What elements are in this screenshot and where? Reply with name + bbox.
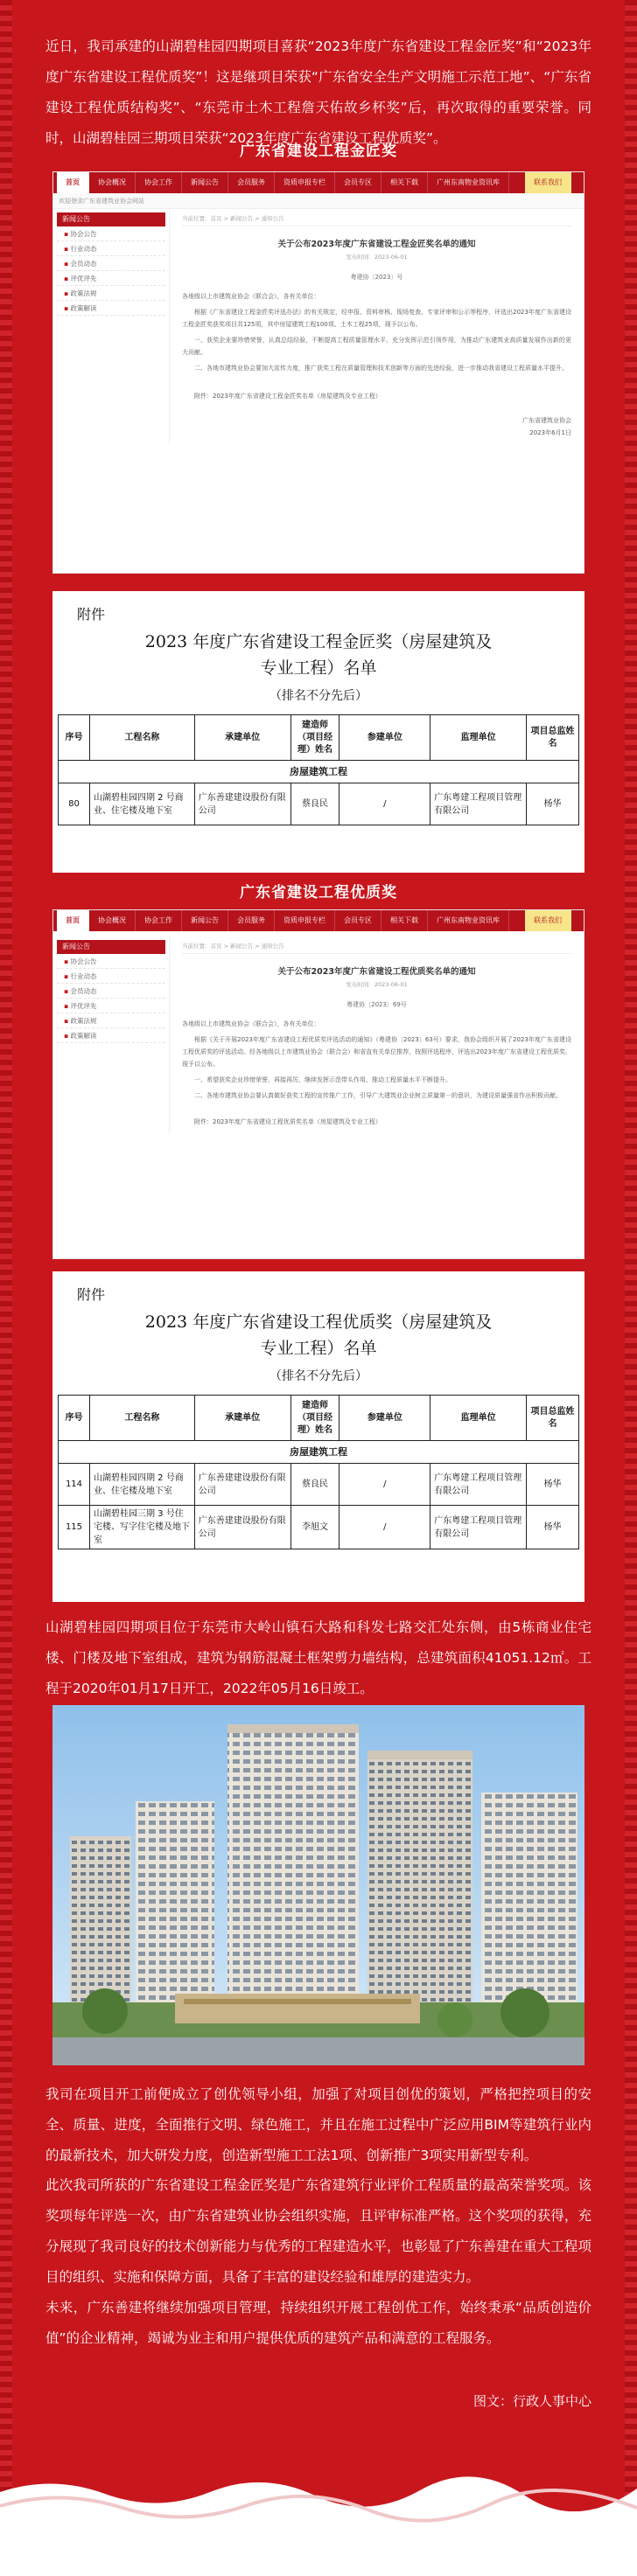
awards-table xyxy=(58,714,579,825)
table-cell: 蔡良民 xyxy=(290,783,340,825)
annex-youzhi xyxy=(52,1271,584,1602)
project-building-photo xyxy=(52,1705,584,2065)
table-cell: / xyxy=(340,783,430,825)
body-paragraph: 此次我司所获的广东省建设工程金匠奖是广东省建筑行业评价工程质量的最高荣誉奖项。该奖项每年评选一次，由广东省建筑业协会组织实施，且评审标准严格。这个奖项的获得，充分展现了我司良好的技术创新能力与优秀的工程建造水平，也彰显了广东善建在重大工程项目的组织、实施和保障方面，具备了丰富的建设经验和雄厚的建造实力。 xyxy=(46,2177,592,2285)
credit-line: 图文：行政人事中心 xyxy=(472,2393,592,2409)
annex-title-line: 2023 年度广东省建设工程优质奖（房屋建筑及 xyxy=(144,1312,493,1332)
table-cell: / xyxy=(340,1464,430,1506)
table-cell: 山湖碧桂园三期 3 号住宅楼、写字住宅楼及地下室 xyxy=(89,1506,194,1549)
table-cell: / xyxy=(340,1506,430,1549)
column-header: 序号 xyxy=(59,715,90,761)
sidebar-item[interactable]: ▪ 政策法规 xyxy=(57,1013,165,1028)
table-cell: 广东粤建工程项目管理有限公司 xyxy=(430,783,527,825)
notice-paragraph: 一、希望获奖企业珍惜荣誉，再接再厉，继续发挥示范带头作用，推动工程质量水平不断提升。 xyxy=(194,1076,452,1083)
notice-paragraph: 各地级以上市建筑业协会（联合会），各有关单位： xyxy=(182,293,320,300)
site-nav-item[interactable]: 协会概况 xyxy=(89,172,136,193)
notice-paragraph: 根据《关于开展2023年度广东省建设工程优质奖评选活动的通知》（粤建协〔2023〕63号）要求，我协会组织开展了2023年度广东省建设工程优质奖的评选活动。经各地级以上市建筑业协会（联合会）和省直有关单位推荐，按照评选程序，评选出2023年度广东省建设工程优质奖，现予以公布。 xyxy=(182,1036,571,1068)
site-nav-contact[interactable]: 联系我们 xyxy=(525,910,571,931)
sidebar-item[interactable]: ▪ 政策法规 xyxy=(57,286,165,301)
intro-paragraph: 近日，我司承建的山湖碧桂园四期项目喜获“2023年度广东省建设工程金匠奖”和“2023年度广东省建设工程优质奖”！这是继项目荣获“广东省安全生产文明施工示范工地”、“广东省建设工程优质结构奖”、“东莞市土木工程詹天佑故乡杯奖”后，再次取得的重要荣誉。同时，山湖碧桂园三期项目荣获“2023年度广东省建设工程优质奖”。 xyxy=(46,38,592,146)
sidebar-heading: 新闻公告 xyxy=(57,940,165,954)
notice-sign-date: 2023年6月1日 xyxy=(529,429,571,436)
column-header: 建造师（项目经理）姓名 xyxy=(290,1396,340,1441)
site-nav-item[interactable]: 会员服务 xyxy=(228,910,275,931)
table-cell: 蔡良民 xyxy=(290,1464,340,1506)
annex-title xyxy=(52,629,584,681)
column-header: 项目总监姓名 xyxy=(527,715,579,761)
site-nav-item[interactable]: 会员服务 xyxy=(228,172,275,193)
site-welcome-bar: 欢迎登录广东省建筑业协会网站 xyxy=(53,193,584,209)
annex-label: 附件 xyxy=(77,1286,106,1303)
notice-date: 发布时间：2023-06-01 xyxy=(346,981,408,988)
table-cell: 114 xyxy=(59,1464,90,1506)
notice-sign-org: 广东省建筑业协会 xyxy=(522,417,571,424)
site-nav-item[interactable]: 会员专区 xyxy=(335,910,382,931)
site-nav-item[interactable]: 会员专区 xyxy=(335,172,382,193)
sidebar-item[interactable]: ▪ 政策解读 xyxy=(57,1028,165,1043)
site-nav-item[interactable]: 首页 xyxy=(57,172,89,193)
table-group-label: 房屋建筑工程 xyxy=(59,761,579,783)
table-group-label: 房屋建筑工程 xyxy=(59,1441,579,1464)
sidebar-item[interactable]: ▪ 评优评先 xyxy=(57,271,165,286)
table-cell: 李旭文 xyxy=(290,1506,340,1549)
right-border-decoration xyxy=(625,0,637,2576)
table-row xyxy=(59,1506,579,1549)
table-cell: 80 xyxy=(59,783,90,825)
column-header: 项目总监姓名 xyxy=(527,1396,579,1441)
site-nav-item[interactable]: 相关下载 xyxy=(382,910,428,931)
site-nav-item[interactable]: 广州东南物业资讯库 xyxy=(428,910,509,931)
notice-attachment-link[interactable]: 附件：2023年度广东省建设工程优质奖名单（房屋建筑及专业工程） xyxy=(194,1118,382,1125)
site-nav-item[interactable]: 首页 xyxy=(57,910,89,931)
site-nav-item[interactable]: 广州东南物业资讯库 xyxy=(428,172,509,193)
site-nav-contact[interactable]: 联系我们 xyxy=(525,172,571,193)
table-cell: 杨华 xyxy=(527,1506,579,1549)
column-header: 监理单位 xyxy=(430,1396,527,1441)
sidebar-heading: 新闻公告 xyxy=(57,212,165,226)
notice-content xyxy=(169,936,584,1133)
notice-screenshot-youzhi xyxy=(52,909,584,1259)
bottom-wave-decoration xyxy=(0,2457,637,2576)
notice-number: 粤建协〔2023〕号 xyxy=(350,274,403,281)
project-description: 山湖碧桂园四期项目位于东莞市大岭山镇石大路和科发七路交汇处东侧，由5栋商业住宅楼、门楼及地下室组成，建筑为钢筋混凝土框架剪力墙结构，总建筑面积41051.12㎡。工程于2020年01月17日开工，2022年05月16日竣工。 xyxy=(46,1619,592,1696)
column-header: 承建单位 xyxy=(194,715,290,761)
section-title-youzhi: 广东省建设工程优质奖 xyxy=(240,884,397,902)
sidebar-item[interactable]: ▪ 会员动态 xyxy=(57,984,165,999)
table-header-row xyxy=(59,1396,579,1441)
annex-title xyxy=(52,1309,584,1361)
table-cell: 山湖碧桂园四期 2 号商业、住宅楼及地下室 xyxy=(89,783,194,825)
annex-title-line: 专业工程）名单 xyxy=(260,658,377,678)
site-nav-item[interactable]: 资质申报专栏 xyxy=(275,172,335,193)
annex-title-line: 2023 年度广东省建设工程金匠奖（房屋建筑及 xyxy=(144,632,493,651)
table-row xyxy=(59,783,579,825)
left-border-decoration xyxy=(0,0,12,2576)
site-nav-item[interactable]: 新闻公告 xyxy=(182,910,228,931)
table-cell: 115 xyxy=(59,1506,90,1549)
notice-paragraph: 一、获奖企业要珍惜荣誉，认真总结经验，不断提高工程质量管理水平，充分发挥示范引领作用，为推动广东建筑业高质量发展作出新的更大贡献。 xyxy=(182,337,571,356)
site-nav-item[interactable]: 相关下载 xyxy=(382,172,428,193)
column-header: 工程名称 xyxy=(89,715,194,761)
table-cell: 广东善建建设股份有限公司 xyxy=(194,783,290,825)
annex-title-line: 专业工程）名单 xyxy=(260,1339,377,1358)
awards-table xyxy=(58,1395,579,1549)
notice-signature xyxy=(182,414,571,439)
body-paragraph: 未来，广东善建将继续加强项目管理，持续组织开展工程创优工作，始终秉承“品质创造价值”的企业精神，竭诚为业主和用户提供优质的建筑产品和满意的工程服务。 xyxy=(46,2300,592,2346)
sidebar-item[interactable]: ▪ 评优评先 xyxy=(57,999,165,1013)
sidebar-item[interactable]: ▪ 政策解读 xyxy=(57,301,165,316)
table-cell: 杨华 xyxy=(527,783,579,825)
site-sidebar xyxy=(53,209,169,444)
sidebar-item[interactable]: ▪ 协会公告 xyxy=(57,226,165,241)
notice-paragraph: 各地级以上市建筑业协会（联合会），各有关单位： xyxy=(182,1020,320,1027)
annex-label: 附件 xyxy=(77,606,106,623)
table-group-row xyxy=(59,761,579,783)
annex-note: （排名不分先后） xyxy=(270,1369,368,1383)
sidebar-item[interactable]: ▪ 会员动态 xyxy=(57,256,165,271)
notice-number: 粤建协〔2023〕69号 xyxy=(346,1001,407,1008)
column-header: 承建单位 xyxy=(194,1396,290,1441)
table-cell: 广东善建建设股份有限公司 xyxy=(194,1464,290,1506)
sidebar-item[interactable]: ▪ 协会公告 xyxy=(57,954,165,969)
breadcrumb: 当前位置：首页 > 新闻公告 > 通知公告 xyxy=(182,214,571,226)
notice-paragraph: 根据《广东省建设工程金匠奖评选办法》的有关规定，经申报、资料审核、现场复查、专家评审和公示等程序，评选出2023年度广东省建设工程金匠奖获奖项目共125项，其中房屋建筑工程100项、土木工程25项，现予以公布。 xyxy=(182,309,571,328)
site-nav-item[interactable]: 协会工作 xyxy=(136,910,182,931)
column-header: 监理单位 xyxy=(430,715,527,761)
column-header: 工程名称 xyxy=(89,1396,194,1441)
column-header: 参建单位 xyxy=(340,715,430,761)
annex-note: （排名不分先后） xyxy=(270,689,368,703)
table-cell: 杨华 xyxy=(527,1464,579,1506)
notice-title: 关于公布2023年度广东省建设工程优质奖名单的通知 xyxy=(277,967,476,977)
site-nav-item[interactable]: 新闻公告 xyxy=(182,172,228,193)
table-cell: 广东粤建工程项目管理有限公司 xyxy=(430,1464,527,1506)
notice-title: 关于公布2023年度广东省建设工程金匠奖名单的通知 xyxy=(277,240,476,249)
column-header: 建造师（项目经理）姓名 xyxy=(290,715,340,761)
sidebar-item[interactable]: ▪ 行业动态 xyxy=(57,969,165,984)
table-cell: 山湖碧桂园四期 2 号商业、住宅楼及地下室 xyxy=(89,1464,194,1506)
breadcrumb: 当前位置：首页 > 新闻公告 > 通知公告 xyxy=(182,942,571,954)
site-nav-item[interactable]: 协会工作 xyxy=(136,172,182,193)
table-header-row xyxy=(59,715,579,761)
body-paragraph: 我司在项目开工前便成立了创优领导小组，加强了对项目创优的策划，严格把控项目的安全、质量、进度，全面推行文明、绿色施工，并且在施工过程中广泛应用BIM等建筑行业内的最新技术，加大研发力度，创造新型施工工法1项、创新推广3项实用新型专利。 xyxy=(46,2086,592,2163)
table-group-row xyxy=(59,1441,579,1464)
column-header: 参建单位 xyxy=(340,1396,430,1441)
notice-date: 发布时间：2023-06-01 xyxy=(346,254,408,261)
site-nav-item[interactable]: 资质申报专栏 xyxy=(275,910,335,931)
annex-jinjiang xyxy=(52,591,584,873)
sidebar-item[interactable]: ▪ 行业动态 xyxy=(57,241,165,256)
table-row xyxy=(59,1464,579,1506)
section-title-jinjiang: 广东省建设工程金匠奖 xyxy=(240,143,397,160)
notice-screenshot-jinjiang xyxy=(52,171,584,574)
column-header: 序号 xyxy=(59,1396,90,1441)
notice-content xyxy=(169,209,584,444)
site-sidebar xyxy=(53,936,169,1133)
table-cell: 广东善建建设股份有限公司 xyxy=(194,1506,290,1549)
notice-paragraph: 二、各地市建筑业协会要认真做好获奖工程的宣传推广工作，引导广大建筑业企业树立质量第一的意识，为建设质量强省作出积极贡献。 xyxy=(194,1092,562,1099)
table-cell: 广东粤建工程项目管理有限公司 xyxy=(430,1506,527,1549)
notice-attachment-link[interactable]: 附件：2023年度广东省建设工程金匠奖名单（房屋建筑及专业工程） xyxy=(194,393,382,400)
site-nav-bar xyxy=(53,172,584,193)
site-nav-bar xyxy=(53,910,584,931)
notice-paragraph: 二、各地市建筑业协会要加大宣传力度，推广获奖工程在质量管理和技术创新等方面的先进经验，进一步推动我省建设工程质量水平提升。 xyxy=(194,365,568,372)
site-nav-item[interactable]: 协会概况 xyxy=(89,910,136,931)
